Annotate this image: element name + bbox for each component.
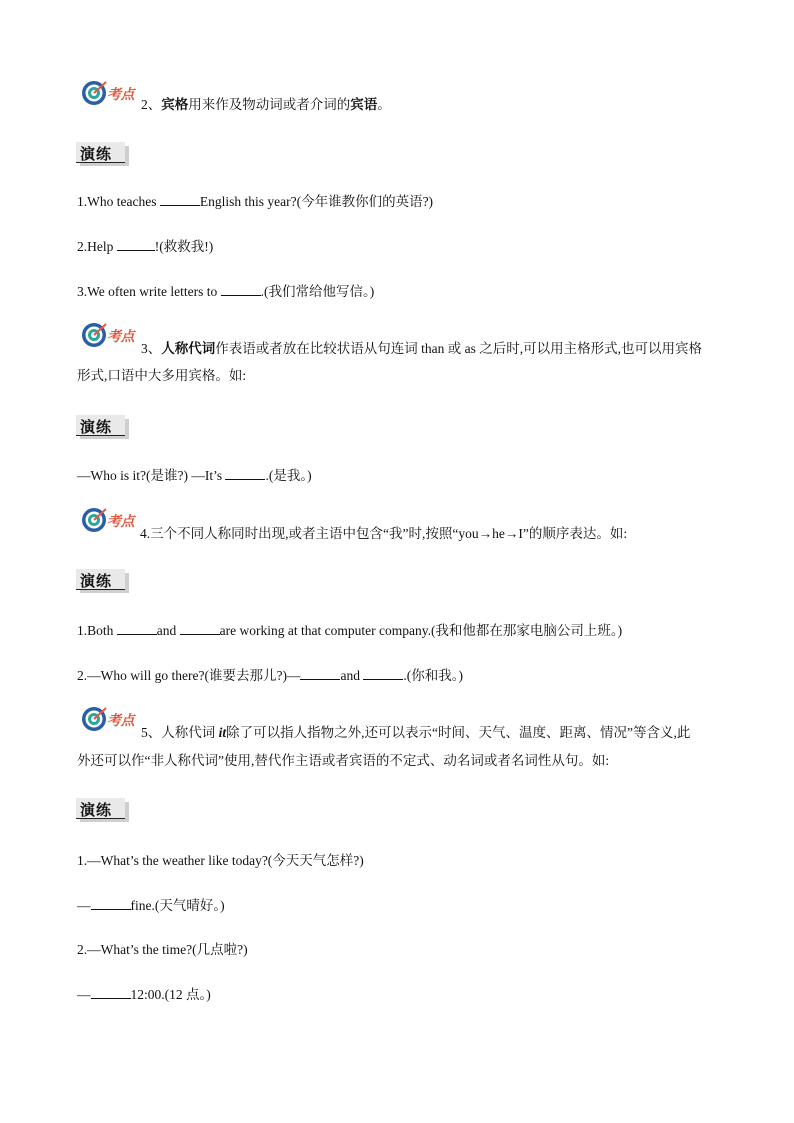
kaodian-label: 考点 xyxy=(107,329,134,345)
exercise-5-3: 2.—What’s the time?(几点啦?) xyxy=(77,942,248,957)
exercise-5-1: 1.—What’s the weather like today?(今天天气怎样?) xyxy=(77,853,364,868)
answer-blank[interactable] xyxy=(300,667,340,680)
exercise-5-2: — fine.(天气晴好。) xyxy=(77,898,225,913)
target-icon xyxy=(81,706,107,732)
exercise-4-2: 2.—Who will go there?(谁要去那儿?)— and .(你和我。) xyxy=(77,668,463,683)
kaodian-label: 考点 xyxy=(107,514,134,530)
section-5-heading-cont: 外还可以作“非人称代词”使用,替代作主语或者宾语的不定式、动名词或者名词性从句。如: xyxy=(77,753,610,768)
answer-blank[interactable] xyxy=(91,986,131,999)
answer-blank[interactable] xyxy=(117,622,157,635)
exercise-2-3: 3.We often write letters to .(我们常给他写信。) xyxy=(77,284,375,299)
exercise-4-1: 1.Both and are working at that computer company.(我和他都在那家电脑公司上班。) xyxy=(77,623,623,638)
target-icon xyxy=(81,507,107,533)
kaodian-label: 考点 xyxy=(107,87,134,103)
section-2-heading: 2、宾格用来作及物动词或者介词的宾语。 xyxy=(141,97,391,112)
practice-label-box: 演练 xyxy=(76,569,129,593)
exercise-2-1: 1.Who teaches English this year?(今年谁教你们的英语?) xyxy=(77,194,434,209)
exercise-2-2: 2.Help !(救救我!) xyxy=(77,239,214,254)
target-icon xyxy=(81,80,107,106)
answer-blank[interactable] xyxy=(117,238,155,251)
practice-label-box: 演练 xyxy=(76,798,129,822)
target-icon xyxy=(81,322,107,348)
kaodian-label: 考点 xyxy=(107,713,134,729)
answer-blank[interactable] xyxy=(160,193,200,206)
practice-label-box: 演练 xyxy=(76,142,129,166)
exercise-5-4: — 12:00.(12 点。) xyxy=(77,987,211,1002)
kaodian-badge xyxy=(81,322,143,350)
section-5-heading: 5、人称代词 it除了可以指人指物之外,还可以表示“时间、天气、温度、距离、情况”等含义,此 xyxy=(141,725,691,740)
section-3-heading: 3、人称代词作表语或者放在比较状语从句连词 than 或 as 之后时,可以用主格形式,也可以用宾格 xyxy=(141,341,702,356)
answer-blank[interactable] xyxy=(180,622,220,635)
answer-blank[interactable] xyxy=(363,667,403,680)
kaodian-badge xyxy=(81,507,143,535)
exercise-3-1: —Who is it?(是谁?) —It’s .(是我。) xyxy=(77,468,312,483)
practice-label-box: 演练 xyxy=(76,415,129,439)
section-4-heading: 4.三个不同人称同时出现,或者主语中包含“我”时,按照“you→he→I”的顺序表达。如: xyxy=(140,526,628,541)
kaodian-badge xyxy=(81,80,143,108)
answer-blank[interactable] xyxy=(91,897,131,910)
answer-blank[interactable] xyxy=(225,467,265,480)
kaodian-badge xyxy=(81,706,143,734)
answer-blank[interactable] xyxy=(221,283,261,296)
section-3-heading-cont: 形式,口语中大多用宾格。如: xyxy=(77,368,247,383)
